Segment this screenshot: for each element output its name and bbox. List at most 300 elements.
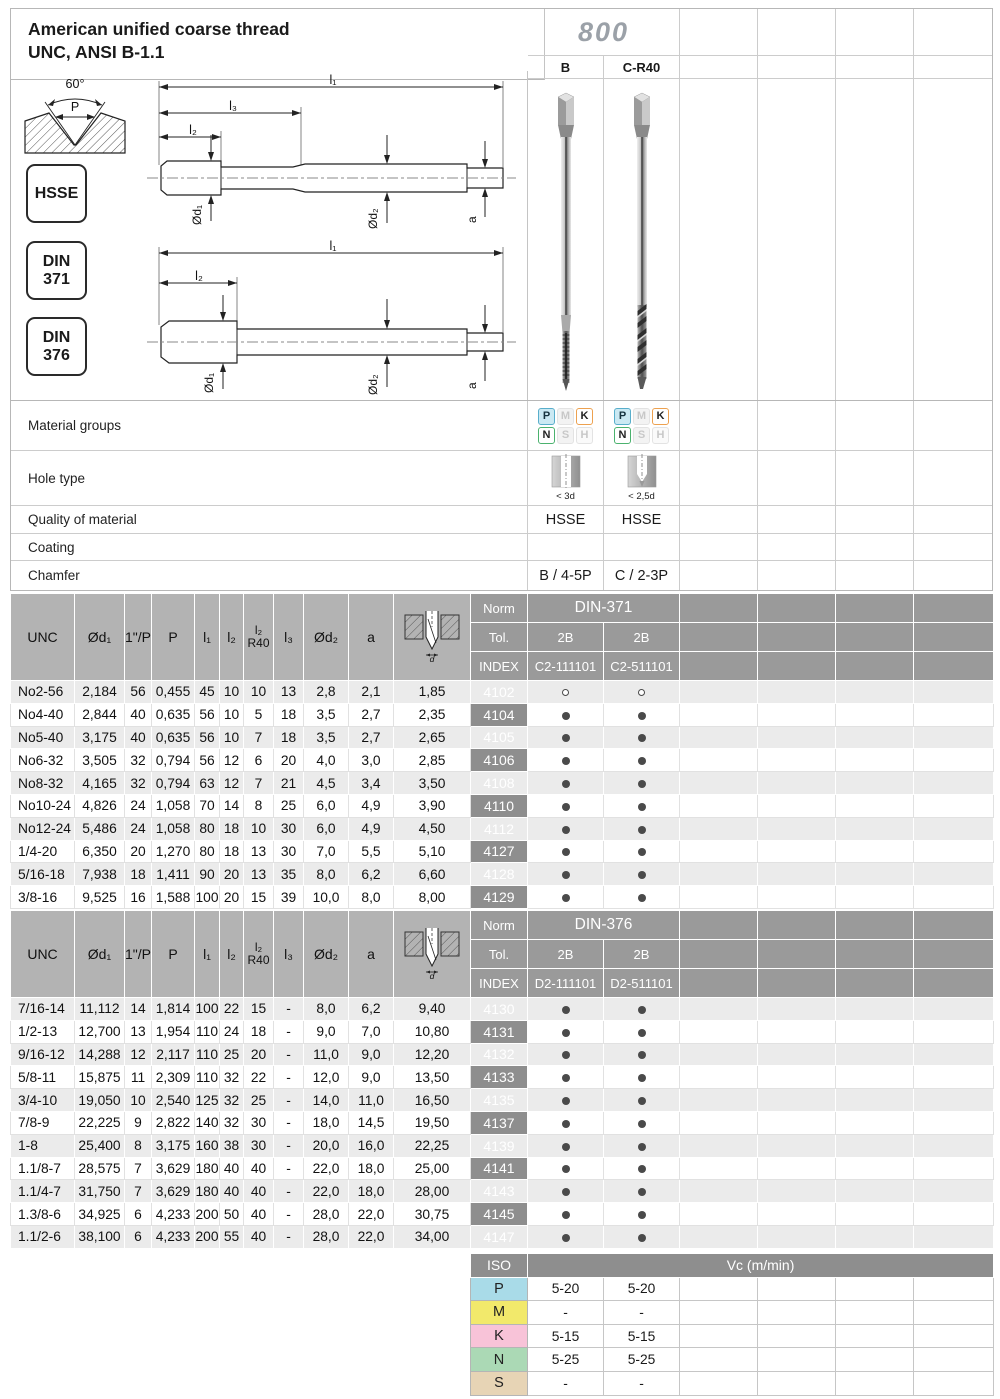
index-number: 4141 (471, 1157, 528, 1180)
table-row (11, 1134, 994, 1157)
table-row (11, 840, 994, 863)
material-group-badge-n: N (538, 427, 555, 444)
index-number: 4135 (471, 1089, 528, 1112)
col-d1: Ød₁ (75, 594, 125, 681)
cell-l3: 25 (274, 794, 304, 817)
cell-l2: 12 (220, 749, 244, 772)
cell-l1: 56 (195, 703, 220, 726)
cell-d: 10,80 (394, 1020, 471, 1043)
availability-dot-filled (638, 734, 646, 742)
col-unc: UNC (11, 911, 75, 998)
empty-cell (836, 817, 914, 840)
cell-tpi: 56 (125, 681, 152, 704)
empty-cell (758, 1180, 836, 1203)
material-group-badge-k: K (576, 408, 593, 425)
cell-l3: 18 (274, 726, 304, 749)
empty-cell (680, 726, 758, 749)
empty-cell (758, 1371, 836, 1395)
table-row (11, 1020, 994, 1043)
cell-d: 3,90 (394, 794, 471, 817)
tap-photo-spiral-flute (609, 87, 675, 393)
cell-unc: 5/16-18 (11, 863, 75, 886)
cell-a: 18,0 (349, 1157, 394, 1180)
cell-d2: 4,0 (304, 749, 349, 772)
empty-cell (914, 1134, 994, 1157)
availability-dot-filled (562, 1006, 570, 1014)
cell-a: 22,0 (349, 1225, 394, 1248)
cell-d: 3,50 (394, 772, 471, 795)
empty-cell (680, 1301, 758, 1325)
cell-l3: - (274, 1066, 304, 1089)
empty-cell (680, 681, 758, 704)
cell-d: 2,35 (394, 703, 471, 726)
cell-a: 2,1 (349, 681, 394, 704)
cell-unc: 9/16-12 (11, 1043, 75, 1066)
availability-dot-filled (638, 894, 646, 902)
col-l2: l₂ (220, 594, 244, 681)
index-number: 4132 (471, 1043, 528, 1066)
col-d2: Ød₂ (304, 911, 349, 998)
vc-value-c: 5-25 (604, 1348, 680, 1372)
empty-cell (758, 817, 836, 840)
availability-dot-filled (562, 826, 570, 834)
cell-l2: 25 (220, 1043, 244, 1066)
cell-d2: 10,0 (304, 886, 349, 909)
cell-d2: 8,0 (304, 998, 349, 1021)
cell-l1: 110 (195, 1020, 220, 1043)
empty-cell (758, 772, 836, 795)
cell-l2r40: 22 (244, 1066, 274, 1089)
cell-d1: 2,844 (75, 703, 125, 726)
dim-l2-label: l₂ (189, 123, 197, 137)
index-number: 4127 (471, 840, 528, 863)
cell-d: 2,65 (394, 726, 471, 749)
cell-d2: 20,0 (304, 1134, 349, 1157)
empty-cell (836, 1277, 914, 1301)
cell-tpi: 40 (125, 703, 152, 726)
empty-cell (914, 1348, 994, 1372)
cell-d: 25,00 (394, 1157, 471, 1180)
cell-d1: 22,225 (75, 1111, 125, 1134)
availability-dot-filled (562, 1211, 570, 1219)
cell-unc: No5-40 (11, 726, 75, 749)
cell-l1: 90 (195, 863, 220, 886)
empty-cell (836, 1020, 914, 1043)
din-376-table-body (11, 998, 994, 1249)
cell-d1: 3,505 (75, 749, 125, 772)
table-row (11, 998, 994, 1021)
availability-cell-b (528, 998, 604, 1021)
empty-cell (680, 1180, 758, 1203)
cell-d: 16,50 (394, 1089, 471, 1112)
cell-l2r40: 40 (244, 1203, 274, 1226)
availability-dot-filled (638, 1029, 646, 1037)
cell-tpi: 24 (125, 817, 152, 840)
material-group-badge-h: H (576, 427, 593, 444)
empty-cell (758, 703, 836, 726)
col-l2r40-top: l₂ (254, 940, 263, 955)
availability-cell-b (528, 817, 604, 840)
index-number: 4110 (471, 794, 528, 817)
cell-tpi: 8 (125, 1134, 152, 1157)
empty-cell (680, 863, 758, 886)
index-label: INDEX (471, 969, 528, 998)
cell-tpi: 11 (125, 1066, 152, 1089)
empty-cell (836, 1301, 914, 1325)
iso-row (471, 1277, 994, 1301)
cell-d1: 14,288 (75, 1043, 125, 1066)
din-371-box (26, 241, 87, 300)
hsse-label: HSSE (34, 184, 79, 202)
availability-cell-b (528, 1225, 604, 1248)
index-number: 4143 (471, 1180, 528, 1203)
cell-a: 16,0 (349, 1134, 394, 1157)
material-group-badge-n: N (614, 427, 631, 444)
index-code-c: C2-511101 (604, 652, 680, 681)
index-code-c: D2-511101 (604, 969, 680, 998)
availability-cell-c (604, 1157, 680, 1180)
index-number: 4112 (471, 817, 528, 840)
cell-d2: 3,5 (304, 703, 349, 726)
variant-c-label: C-R40 (604, 56, 680, 79)
availability-dot-filled (562, 1188, 570, 1196)
index-code-b: C2-111101 (528, 652, 604, 681)
col-tpi: 1"/P (125, 911, 152, 998)
availability-dot-filled (638, 1097, 646, 1105)
drill-depth-icon (394, 594, 471, 681)
cell-l3: 30 (274, 817, 304, 840)
empty-cell (914, 998, 994, 1021)
availability-cell-b (528, 681, 604, 704)
cell-unc: 1.1/4-7 (11, 1180, 75, 1203)
cell-d2: 4,5 (304, 772, 349, 795)
cell-p: 1,588 (152, 886, 195, 909)
cell-a: 8,0 (349, 886, 394, 909)
iso-group-s: S (471, 1371, 528, 1395)
empty-cell (758, 840, 836, 863)
cell-l2: 18 (220, 840, 244, 863)
empty-cell (680, 749, 758, 772)
variant-b-label: B (528, 56, 604, 79)
cell-p: 1,270 (152, 840, 195, 863)
cell-d2: 9,0 (304, 1020, 349, 1043)
cell-d2: 6,0 (304, 794, 349, 817)
index-number: 4137 (471, 1111, 528, 1134)
cell-d1: 6,350 (75, 840, 125, 863)
table-row (11, 1111, 994, 1134)
quality-value-c: HSSE (604, 506, 680, 534)
cell-l3: - (274, 1134, 304, 1157)
empty-cell (758, 1043, 836, 1066)
cell-l2r40: 8 (244, 794, 274, 817)
cell-unc: No8-32 (11, 772, 75, 795)
profile-pitch-label: P (70, 100, 80, 114)
availability-dot-filled (562, 1029, 570, 1037)
cell-l3: 21 (274, 772, 304, 795)
availability-cell-b (528, 1066, 604, 1089)
cell-l2r40: 7 (244, 772, 274, 795)
vc-value-b: - (528, 1371, 604, 1395)
cell-d: 30,75 (394, 1203, 471, 1226)
empty-cell (914, 1020, 994, 1043)
cell-d: 5,10 (394, 840, 471, 863)
cell-l2r40: 10 (244, 681, 274, 704)
cell-d1: 12,700 (75, 1020, 125, 1043)
index-number: 4105 (471, 726, 528, 749)
empty-cell (758, 1277, 836, 1301)
cell-l1: 63 (195, 772, 220, 795)
cell-d1: 4,165 (75, 772, 125, 795)
col-d2: Ød₂ (304, 594, 349, 681)
material-group-badge-m: M (557, 408, 574, 425)
empty-cell (758, 794, 836, 817)
iso-group-m: M (471, 1301, 528, 1325)
col-l2r40 (244, 594, 274, 681)
cell-p: 2,117 (152, 1043, 195, 1066)
cell-d2: 6,0 (304, 817, 349, 840)
cell-l3: 20 (274, 749, 304, 772)
cell-a: 5,5 (349, 840, 394, 863)
availability-cell-b (528, 1111, 604, 1134)
cell-unc: 5/8-11 (11, 1066, 75, 1089)
cell-tpi: 7 (125, 1180, 152, 1203)
cell-tpi: 10 (125, 1089, 152, 1112)
cell-a: 14,5 (349, 1111, 394, 1134)
cell-a: 4,9 (349, 794, 394, 817)
availability-dot-filled (638, 848, 646, 856)
cell-a: 2,7 (349, 703, 394, 726)
cell-p: 4,233 (152, 1203, 195, 1226)
cell-l1: 110 (195, 1066, 220, 1089)
cell-l2: 22 (220, 998, 244, 1021)
cell-d1: 11,112 (75, 998, 125, 1021)
norm-value: DIN-371 (528, 594, 680, 623)
empty-cell (914, 1301, 994, 1325)
cell-l3: - (274, 1225, 304, 1248)
empty-cell (758, 1324, 836, 1348)
cell-tpi: 40 (125, 726, 152, 749)
material-group-badge-k: K (652, 408, 669, 425)
empty-cell (914, 726, 994, 749)
empty-cell (836, 998, 914, 1021)
table-row (11, 772, 994, 795)
drawing-area (11, 71, 528, 400)
empty-cell (680, 886, 758, 909)
availability-cell-c (604, 1020, 680, 1043)
cell-l2r40: 25 (244, 1089, 274, 1112)
cell-l2r40: 15 (244, 886, 274, 909)
empty-cell (680, 1324, 758, 1348)
index-code-b: D2-111101 (528, 969, 604, 998)
availability-cell-b (528, 1043, 604, 1066)
dim-l1-label: l₁ (329, 239, 337, 253)
empty-cell (836, 1348, 914, 1372)
empty-cell (836, 1157, 914, 1180)
empty-cell (914, 681, 994, 704)
tol-value-b: 2B (528, 940, 604, 969)
cell-l1: 80 (195, 840, 220, 863)
material-group-badge-m: M (633, 408, 650, 425)
tol-label: Tol. (471, 623, 528, 652)
cell-l3: - (274, 1203, 304, 1226)
availability-cell-b (528, 1134, 604, 1157)
cell-p: 0,794 (152, 772, 195, 795)
material-group-badge-p: P (538, 408, 555, 425)
cell-unc: No6-32 (11, 749, 75, 772)
brand-row (528, 9, 992, 56)
availability-dot-filled (638, 1165, 646, 1173)
availability-dot-filled (638, 1188, 646, 1196)
cell-p: 0,455 (152, 681, 195, 704)
iso-header: ISO (471, 1254, 528, 1278)
empty-cell (758, 1089, 836, 1112)
availability-cell-c (604, 749, 680, 772)
cell-a: 22,0 (349, 1203, 394, 1226)
empty-cell (680, 1066, 758, 1089)
iso-group-k: K (471, 1324, 528, 1348)
empty-cell (914, 1089, 994, 1112)
availability-dot-filled (638, 1234, 646, 1242)
empty-cell (758, 1348, 836, 1372)
empty-cell (680, 998, 758, 1021)
material-badges-c (611, 408, 673, 444)
cell-l1: 180 (195, 1180, 220, 1203)
cell-p: 4,233 (152, 1225, 195, 1248)
cell-l1: 80 (195, 817, 220, 840)
empty-cell (914, 1043, 994, 1066)
empty-cell (758, 681, 836, 704)
cell-p: 3,629 (152, 1180, 195, 1203)
cell-l1: 180 (195, 1157, 220, 1180)
title-block (11, 9, 545, 80)
cell-p: 3,175 (152, 1134, 195, 1157)
cell-p: 2,540 (152, 1089, 195, 1112)
iso-row (471, 1324, 994, 1348)
dim-l3-label: l₃ (229, 99, 237, 113)
empty-cell (680, 772, 758, 795)
cell-d: 28,00 (394, 1180, 471, 1203)
empty-cell (758, 1203, 836, 1226)
cell-l1: 56 (195, 726, 220, 749)
empty-cell (680, 1157, 758, 1180)
availability-cell-c (604, 1180, 680, 1203)
empty-cell (758, 998, 836, 1021)
availability-dot-filled (638, 1120, 646, 1128)
cell-unc: 7/16-14 (11, 998, 75, 1021)
cell-d: 4,50 (394, 817, 471, 840)
cell-unc: 1/4-20 (11, 840, 75, 863)
din-376-dimension-table (10, 910, 994, 1249)
availability-dot-filled (562, 894, 570, 902)
availability-cell-c (604, 772, 680, 795)
table-row (11, 1180, 994, 1203)
drill-dim-label: d (429, 653, 435, 663)
empty-cell (836, 794, 914, 817)
empty-cell (836, 1324, 914, 1348)
cell-l2r40: 13 (244, 840, 274, 863)
table-row (11, 703, 994, 726)
cell-d1: 25,400 (75, 1134, 125, 1157)
cell-l2: 38 (220, 1134, 244, 1157)
empty-cell (914, 1180, 994, 1203)
cell-a: 3,0 (349, 749, 394, 772)
empty-cell (836, 863, 914, 886)
din371-line1: DIN (42, 252, 71, 270)
cell-l1: 125 (195, 1089, 220, 1112)
empty-cell (836, 726, 914, 749)
cell-a: 4,9 (349, 817, 394, 840)
coating-label: Coating (11, 534, 528, 561)
cell-l1: 100 (195, 998, 220, 1021)
availability-dot-filled (638, 712, 646, 720)
page-title-line1: American unified coarse thread (28, 19, 290, 39)
empty-cell (836, 1111, 914, 1134)
empty-cell (914, 1225, 994, 1248)
vc-value-b: - (528, 1301, 604, 1325)
cell-unc: 1.3/8-6 (11, 1203, 75, 1226)
availability-dot-open (638, 689, 645, 696)
empty-cell (680, 1348, 758, 1372)
cell-tpi: 20 (125, 840, 152, 863)
cell-l3: - (274, 1157, 304, 1180)
cell-l1: 110 (195, 1043, 220, 1066)
iso-cutting-speed-table (470, 1253, 994, 1396)
col-l2r40 (244, 911, 274, 998)
table-row (11, 1157, 994, 1180)
cell-l3: - (274, 1043, 304, 1066)
cell-unc: 1/2-13 (11, 1020, 75, 1043)
cell-d2: 28,0 (304, 1203, 349, 1226)
empty-cell (836, 1043, 914, 1066)
cell-d1: 34,925 (75, 1203, 125, 1226)
availability-cell-c (604, 840, 680, 863)
cell-d2: 2,8 (304, 681, 349, 704)
cell-p: 1,954 (152, 1020, 195, 1043)
cell-d: 19,50 (394, 1111, 471, 1134)
cell-l2: 32 (220, 1066, 244, 1089)
availability-cell-b (528, 772, 604, 795)
attribute-rows (11, 400, 992, 591)
cell-d2: 14,0 (304, 1089, 349, 1112)
cell-d: 8,00 (394, 886, 471, 909)
dim-d1-label: Ød₁ (202, 372, 216, 393)
cell-tpi: 12 (125, 1043, 152, 1066)
cell-unc: No10-24 (11, 794, 75, 817)
cell-a: 6,2 (349, 998, 394, 1021)
cell-d1: 15,875 (75, 1066, 125, 1089)
empty-cell (914, 1066, 994, 1089)
through-hole-icon (544, 454, 588, 502)
profile-angle-label: 60° (65, 77, 85, 91)
norm-label: Norm (471, 911, 528, 940)
chamfer-value-c: C / 2-3P (604, 561, 680, 590)
cell-l3: 13 (274, 681, 304, 704)
vc-value-b: 5-20 (528, 1277, 604, 1301)
table-row (11, 1203, 994, 1226)
vc-value-c: 5-20 (604, 1277, 680, 1301)
availability-cell-b (528, 749, 604, 772)
cell-tpi: 7 (125, 1157, 152, 1180)
empty-cell (758, 1020, 836, 1043)
cell-d1: 5,486 (75, 817, 125, 840)
cell-l2r40: 6 (244, 749, 274, 772)
col-d1: Ød₁ (75, 911, 125, 998)
cell-d: 22,25 (394, 1134, 471, 1157)
availability-dot-filled (562, 1097, 570, 1105)
empty-cell (914, 1324, 994, 1348)
availability-cell-b (528, 1157, 604, 1180)
empty-cell (836, 840, 914, 863)
